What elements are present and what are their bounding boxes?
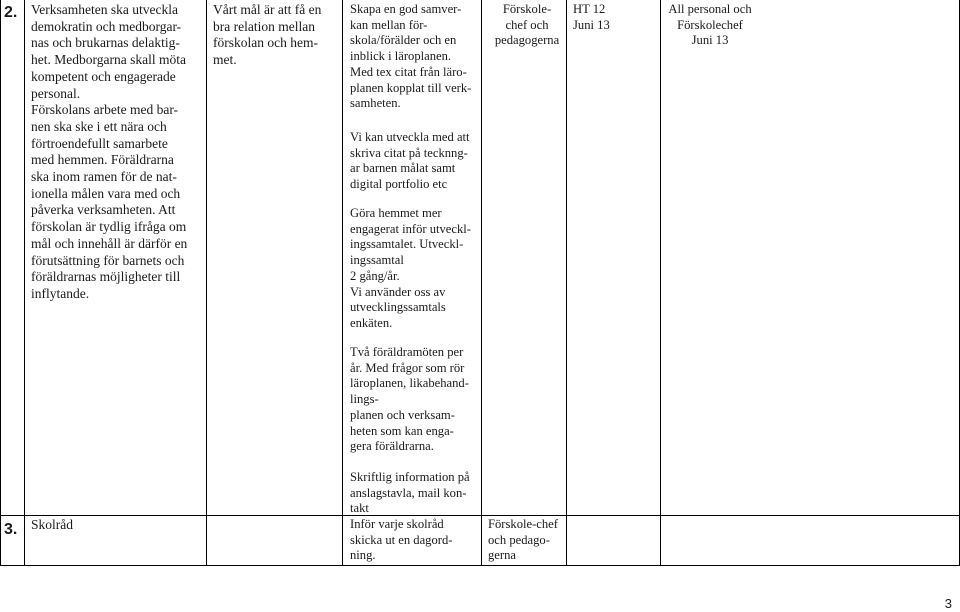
followup-text: All personal och Förskolechef Juni 13: [668, 2, 752, 48]
goal-text: Vårt mål är att få en bra relation mellan förskolan och hem- met.: [213, 2, 322, 67]
column-divider: [566, 0, 567, 566]
table-border-bottom: [0, 565, 960, 566]
column-divider: [342, 0, 343, 566]
area-description: Skolråd: [31, 517, 73, 532]
area-description: Verksamheten ska utveckla demokratin och medborgar- nas och brukarnas delaktig- het. Medborgarna skall möta kompetent och engagerade personal. Förskolans arbete med bar- nen ska ske i ett nära och förtroendefullt samarbete med hemmen. Föräldrarna ska inom ramen för de nat- ionella målen vara med och påverka verksamheten. Att förskolan är tydlig ifråga om mål och innehåll är därför en förutsättning för barnets och föräldrarnas möjligheter till inflytande.: [31, 2, 188, 301]
responsible-text: Förskole-chef och pedago- gerna: [488, 517, 558, 563]
timeframe-text: HT 12 Juni 13: [573, 2, 610, 32]
action-text: Skriftlig information på anslagstavla, mail kon- takt: [350, 470, 470, 516]
column-divider: [481, 0, 482, 566]
row-number: 2.: [4, 4, 18, 21]
column-divider: [24, 0, 25, 566]
action-text: Skapa en god samver- kan mellan för- skola/förälder och en inblick i läroplanen. Med tex citat från läro- planen kopplat till verk- samheten.: [350, 2, 472, 111]
table-border-left: [0, 0, 1, 566]
column-divider: [660, 0, 661, 566]
row-divider: [0, 515, 960, 516]
action-text: Vi kan utveckla med att skriva citat på tecknng- ar barnen målat samt digital portfolio etc: [350, 130, 470, 192]
action-text: Två föräldramöten per år. Med frågor som rör läroplanen, likabehand- lings- planen och verksam- heten som kan enga- gera föräldrarna.: [350, 345, 469, 454]
page-number: 3: [944, 596, 952, 611]
responsible-text: Förskole- chef och pedagogerna: [494, 2, 560, 48]
column-divider: [206, 0, 207, 566]
row-number: 3.: [4, 521, 18, 538]
action-text: Inför varje skolråd skicka ut en dagord- ning.: [350, 517, 453, 563]
action-text: Göra hemmet mer engagerat inför utveckl- ingssamtalet. Utveckl- ingssamtal 2 gång/år. Vi använder oss av utvecklingssamtals enkäten.: [350, 206, 471, 330]
